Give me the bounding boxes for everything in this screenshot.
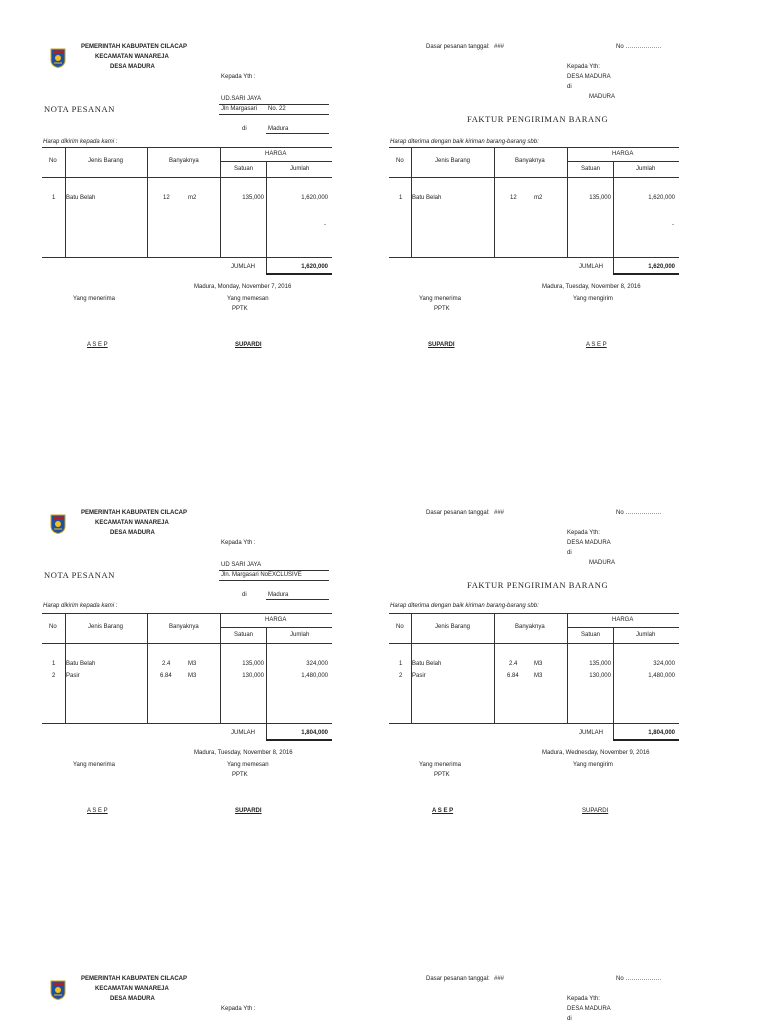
item-total: 1,620,000 <box>301 195 328 201</box>
yang-menerima-label: Yang menerima <box>419 296 461 302</box>
right-kepada-yth: Kepada Yth: <box>567 996 600 1002</box>
nota-pesanan-title: NOTA PESANAN <box>44 104 115 114</box>
supplier-place: Madura <box>268 126 289 132</box>
item-price: 130,000 <box>589 673 611 679</box>
jumlah-label: JUMLAH <box>231 730 256 736</box>
signatory-name: SUPARDI <box>582 808 609 814</box>
col-jenis-header: Jenis Barang <box>88 624 124 630</box>
item-qty: 6.84 <box>160 673 172 679</box>
pptk-label: PPTK <box>434 772 450 778</box>
supplier-address: Jln Margasari <box>221 106 258 112</box>
yang-menerima-label: Yang menerima <box>419 762 461 768</box>
signatory-name: SUPARDI <box>235 342 262 348</box>
pptk-label: PPTK <box>232 306 248 312</box>
grand-total: 1,620,000 <box>301 264 328 270</box>
pptk-label: PPTK <box>232 772 248 778</box>
pptk-label: PPTK <box>434 306 450 312</box>
col-no-header: No <box>396 624 404 630</box>
signatory-name: A S E P <box>87 808 108 814</box>
item-unit: M3 <box>188 661 197 667</box>
dash-mark: - <box>672 222 674 228</box>
item-name: Pasir <box>66 673 80 679</box>
faktur-title: FAKTUR PENGIRIMAN BARANG <box>467 114 609 124</box>
item-no: 1 <box>52 195 56 201</box>
item-unit: M3 <box>188 673 197 679</box>
di-label: di <box>242 592 247 598</box>
right-di: di <box>567 84 572 90</box>
item-no: 1 <box>52 661 56 667</box>
harap-terima-text: Harap diterima dengan baik kiriman barang-barang sbb: <box>390 603 539 609</box>
item-total: 1,620,000 <box>648 195 675 201</box>
grand-total: 1,804,000 <box>648 730 675 736</box>
item-unit: M3 <box>534 661 543 667</box>
supplier-place: Madura <box>268 592 289 598</box>
col-banyak-header: Banyaknya <box>169 158 199 164</box>
sheet-3 <box>0 932 768 1024</box>
dasar-pesanan-value: ### <box>494 976 505 982</box>
jumlah-label: JUMLAH <box>579 730 604 736</box>
gov-line-2: KECAMATAN WANAREJA <box>95 986 169 992</box>
gov-line-1: PEMERINTAH KABUPATEN CILACAP <box>81 44 187 50</box>
right-kepada-yth: Kepada Yth: <box>567 530 600 536</box>
kepada-yth-label: Kepada Yth : <box>221 1006 256 1012</box>
supplier-address: Jln. Margasari NoEXCLUSIVE <box>221 572 302 578</box>
grand-total: 1,804,000 <box>301 730 328 736</box>
jumlah-label: JUMLAH <box>231 264 256 270</box>
item-unit: M3 <box>534 673 543 679</box>
grand-total: 1,620,000 <box>648 264 675 270</box>
col-harga-header: HARGA <box>265 151 287 157</box>
col-satuan-header: Satuan <box>234 166 254 172</box>
item-price: 135,000 <box>242 661 264 667</box>
col-harga-header: HARGA <box>612 617 634 623</box>
right-di: di <box>567 550 572 556</box>
item-unit: m2 <box>534 195 543 201</box>
item-no: 1 <box>399 661 403 667</box>
yang-menerima-label: Yang menerima <box>73 296 115 302</box>
item-price: 135,000 <box>242 195 264 201</box>
col-jenis-header: Jenis Barang <box>435 158 471 164</box>
item-total: 324,000 <box>653 661 675 667</box>
signatory-name: A S E P <box>87 342 108 348</box>
col-jenis-header: Jenis Barang <box>88 158 124 164</box>
dasar-pesanan-value: ### <box>494 44 505 50</box>
item-no: 2 <box>52 673 56 679</box>
regency-emblem-icon <box>50 514 66 534</box>
right-kepada-yth: Kepada Yth: <box>567 64 600 70</box>
jumlah-label: JUMLAH <box>579 264 604 270</box>
col-banyak-header: Banyaknya <box>515 624 545 630</box>
yang-mengirim-label: Yang mengirim <box>573 762 613 768</box>
harap-kirim-text: Harap dikirim kepada kami : <box>43 603 118 609</box>
kepada-yth-label: Kepada Yth : <box>221 540 256 546</box>
right-recipient: DESA MADURA <box>567 540 611 546</box>
item-qty: 12 <box>163 195 170 201</box>
item-price: 135,000 <box>589 195 611 201</box>
col-jenis-header: Jenis Barang <box>435 624 471 630</box>
item-qty: 2.4 <box>509 661 518 667</box>
col-jumlah-header: Jumlah <box>636 632 656 638</box>
faktur-date: Madura, Tuesday, November 8, 2016 <box>542 284 641 290</box>
item-total: 1,480,000 <box>648 673 675 679</box>
supplier-name: UD.SARI JAYA <box>221 96 262 102</box>
gov-line-1: PEMERINTAH KABUPATEN CILACAP <box>81 510 187 516</box>
yang-memesan-label: Yang memesan <box>227 762 269 768</box>
sheet-1 <box>0 0 768 400</box>
yang-mengirim-label: Yang mengirim <box>573 296 613 302</box>
col-jumlah-header: Jumlah <box>290 632 310 638</box>
dasar-pesanan-value: ### <box>494 510 505 516</box>
invoice-no-label: No ……………… <box>616 976 662 982</box>
item-price: 130,000 <box>242 673 264 679</box>
kepada-yth-label: Kepada Yth : <box>221 74 256 80</box>
right-place: MADURA <box>589 94 616 100</box>
nota-pesanan-title: NOTA PESANAN <box>44 570 115 580</box>
gov-line-2: KECAMATAN WANAREJA <box>95 520 169 526</box>
dasar-pesanan-label: Dasar pesanan tanggal: <box>426 976 490 982</box>
nota-date: Madura, Monday, November 7, 2016 <box>194 284 292 290</box>
right-recipient: DESA MADURA <box>567 1006 611 1012</box>
harap-kirim-text: Harap dikirim kepada kami : <box>43 139 118 145</box>
col-satuan-header: Satuan <box>234 632 254 638</box>
item-no: 1 <box>399 195 403 201</box>
col-jumlah-header: Jumlah <box>290 166 310 172</box>
right-di: di <box>567 1016 572 1022</box>
sheet-2 <box>0 466 768 866</box>
gov-line-3: DESA MADURA <box>110 996 155 1002</box>
col-harga-header: HARGA <box>265 617 287 623</box>
dasar-pesanan-label: Dasar pesanan tanggal: <box>426 510 490 516</box>
item-qty: 12 <box>510 195 517 201</box>
supplier-name: UD SARI JAYA <box>221 562 262 568</box>
right-place: MADURA <box>589 560 616 566</box>
item-qty: 6.84 <box>507 673 519 679</box>
faktur-date: Madura, Wednesday, November 9, 2016 <box>542 750 650 756</box>
col-banyak-header: Banyaknya <box>515 158 545 164</box>
right-recipient: DESA MADURA <box>567 74 611 80</box>
signatory-name: SUPARDI <box>235 808 262 814</box>
nota-date: Madura, Tuesday, November 8, 2016 <box>194 750 293 756</box>
gov-line-2: KECAMATAN WANAREJA <box>95 54 169 60</box>
dasar-pesanan-label: Dasar pesanan tanggal: <box>426 44 490 50</box>
regency-emblem-icon <box>50 980 66 1000</box>
regency-emblem-icon <box>50 48 66 68</box>
item-unit: m2 <box>188 195 197 201</box>
invoice-no-label: No ……………… <box>616 44 662 50</box>
item-name: Pasir <box>412 673 426 679</box>
gov-line-1: PEMERINTAH KABUPATEN CILACAP <box>81 976 187 982</box>
faktur-title: FAKTUR PENGIRIMAN BARANG <box>467 580 609 590</box>
col-jumlah-header: Jumlah <box>636 166 656 172</box>
signatory-name: SUPARDI <box>428 342 455 348</box>
item-total: 1,480,000 <box>301 673 328 679</box>
supplier-address-no: No. 22 <box>268 106 286 112</box>
signatory-name: A S E P <box>432 808 454 814</box>
col-no-header: No <box>49 158 57 164</box>
yang-memesan-label: Yang memesan <box>227 296 269 302</box>
col-satuan-header: Satuan <box>581 166 601 172</box>
item-name: Batu Belah <box>412 661 442 667</box>
harap-terima-text: Harap diterima dengan baik kiriman barang-barang sbb: <box>390 139 539 145</box>
item-total: 324,000 <box>306 661 328 667</box>
gov-line-3: DESA MADURA <box>110 530 155 536</box>
invoice-no-label: No ……………… <box>616 510 662 516</box>
item-qty: 2.4 <box>162 661 171 667</box>
signatory-name: A S E P <box>586 342 607 348</box>
col-harga-header: HARGA <box>612 151 634 157</box>
col-banyak-header: Banyaknya <box>169 624 199 630</box>
item-name: Batu Belah <box>66 661 96 667</box>
item-name: Batu Belah <box>412 195 442 201</box>
col-satuan-header: Satuan <box>581 632 601 638</box>
item-name: Batu Belah <box>66 195 96 201</box>
di-label: di <box>242 126 247 132</box>
col-no-header: No <box>49 624 57 630</box>
col-no-header: No <box>396 158 404 164</box>
item-price: 135,000 <box>589 661 611 667</box>
dash-mark: - <box>324 222 326 228</box>
item-no: 2 <box>399 673 403 679</box>
gov-line-3: DESA MADURA <box>110 64 155 70</box>
yang-menerima-label: Yang menerima <box>73 762 115 768</box>
